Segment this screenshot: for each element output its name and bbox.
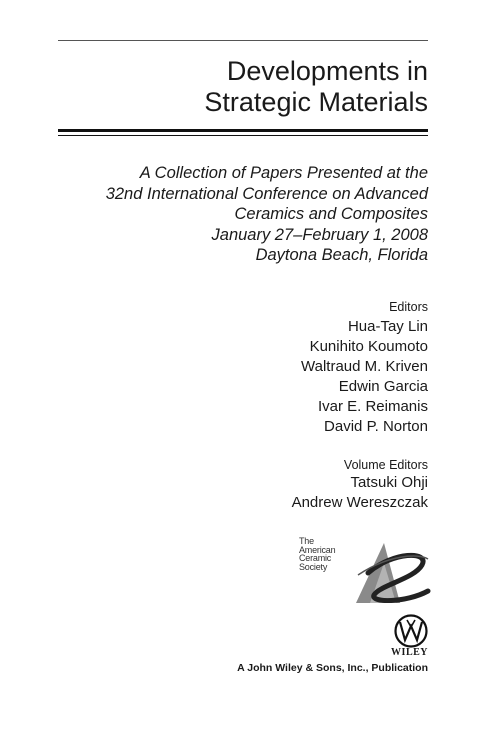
editor-name: David P. Norton xyxy=(324,418,428,435)
publisher-imprint: A John Wiley & Sons, Inc., Publication xyxy=(237,662,428,674)
volume-editors-label: Volume Editors xyxy=(343,458,428,472)
editor-name: Edwin Garcia xyxy=(338,378,428,395)
society-logo-line: The xyxy=(299,536,314,546)
volume-editor-name: Andrew Wereszczak xyxy=(291,494,428,511)
editor-name: Ivar E. Reimanis xyxy=(317,398,428,415)
book-title xyxy=(68,56,428,118)
editors-list xyxy=(128,317,428,437)
society-logo-text xyxy=(299,537,335,571)
subtitle-line: Ceramics and Composites xyxy=(234,205,428,223)
editors-block xyxy=(128,299,428,437)
book-title-line-1: Developments in xyxy=(226,56,428,86)
conference-subtitle xyxy=(28,163,428,266)
society-logo-line: Ceramic xyxy=(299,553,332,563)
title-rule-thick xyxy=(58,129,428,132)
volume-editor-name: Tatsuki Ohji xyxy=(350,474,428,491)
editors-label: Editors xyxy=(389,300,428,314)
wiley-logo-icon xyxy=(393,614,429,648)
editor-name: Waltraud M. Kriven xyxy=(301,358,428,375)
book-title-line-2: Strategic Materials xyxy=(204,87,428,117)
top-rule xyxy=(58,40,428,41)
title-rule-thin xyxy=(58,135,428,136)
editor-name: Kunihito Koumoto xyxy=(309,338,428,355)
editor-name: Hua-Tay Lin xyxy=(347,318,428,335)
subtitle-line: 32nd International Conference on Advanced xyxy=(105,184,428,203)
society-logo-line: American xyxy=(299,544,336,555)
subtitle-line: January 27–February 1, 2008 xyxy=(211,225,428,244)
volume-editors-block xyxy=(128,457,428,513)
wiley-wordmark: WILEY xyxy=(391,647,428,658)
subtitle-line: A Collection of Papers Presented at the xyxy=(139,164,428,182)
society-logo-line: Society xyxy=(299,561,328,572)
subtitle-line: Daytona Beach, Florida xyxy=(255,246,428,264)
